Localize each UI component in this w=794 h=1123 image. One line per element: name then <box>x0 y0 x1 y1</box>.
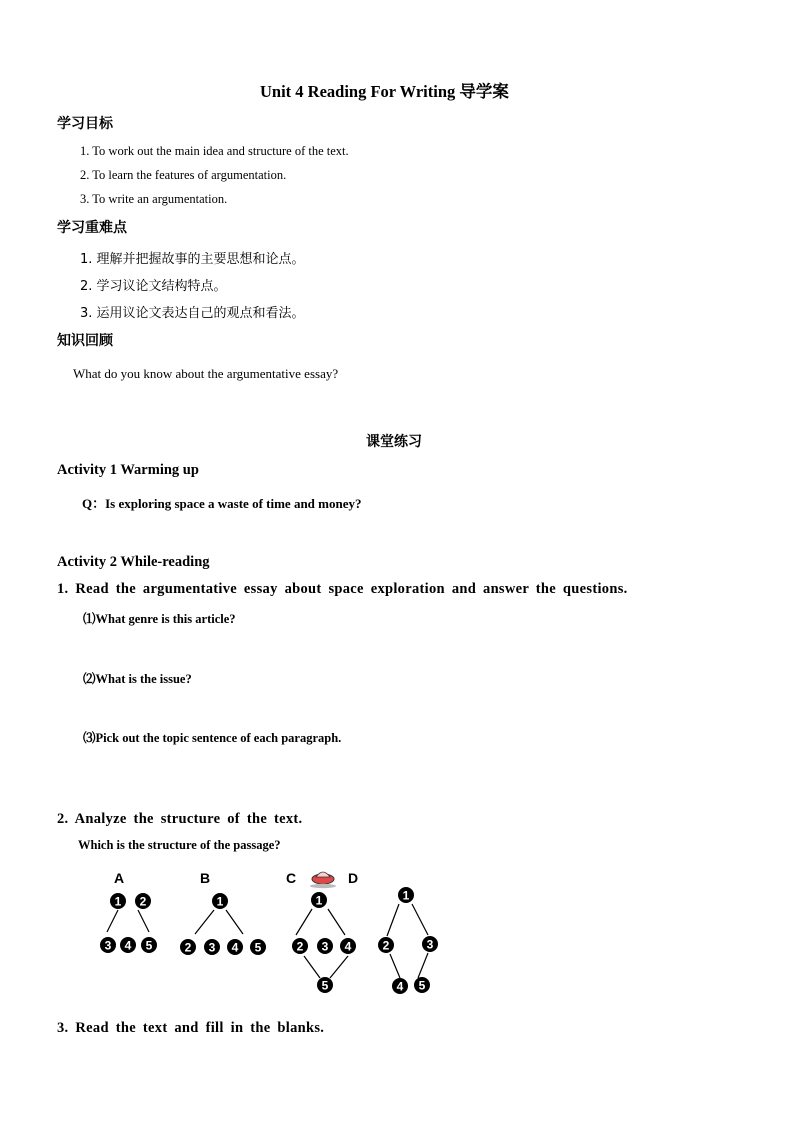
review-heading: 知识回顾 <box>57 333 113 349</box>
node-number: 2 <box>184 940 192 955</box>
task1-question: ⑴What genre is this article? <box>83 612 236 626</box>
node-number: 2 <box>139 894 147 909</box>
diagram-b <box>180 893 266 955</box>
node-number: 5 <box>254 940 262 955</box>
key-point-item: 1. 理解并把握故事的主要思想和论点。 <box>80 252 305 267</box>
diagram-d <box>378 887 438 994</box>
diagram-c <box>292 892 356 993</box>
key-point-item: 2. 学习议论文结构特点。 <box>80 279 227 294</box>
objective-item: 3. To write an argumentation. <box>80 192 228 206</box>
activity2-title: Activity 2 While-reading <box>57 554 210 570</box>
task3-instruction: 3. Read the text and fill in the blanks. <box>57 1020 325 1036</box>
node-number: 1 <box>402 888 410 903</box>
node-number: 3 <box>104 938 112 953</box>
node-number: 5 <box>418 978 426 993</box>
diagram-label-c: C <box>286 870 297 886</box>
review-question: What do you know about the argumentative essay? <box>73 366 339 381</box>
task2-instruction: 2. Analyze the structure of the text. <box>57 811 303 827</box>
page-title: Unit 4 Reading For Writing 导学案 <box>260 82 509 101</box>
node-number: 4 <box>344 939 352 954</box>
node-number: 4 <box>124 938 132 953</box>
key-points-heading: 学习重难点 <box>57 220 127 236</box>
task1-question: ⑶Pick out the topic sentence of each paragraph. <box>83 731 342 745</box>
node-number: 3 <box>321 939 329 954</box>
node-number: 5 <box>145 938 153 953</box>
node-number: 1 <box>216 894 224 909</box>
activity1-question: Q：Is exploring space a waste of time and money? <box>82 496 362 511</box>
activity1-title: Activity 1 Warming up <box>57 462 199 478</box>
diagram-a <box>100 893 157 953</box>
task1-question: ⑵What is the issue? <box>83 672 192 686</box>
node-number: 5 <box>321 978 329 993</box>
diagram-label-a: A <box>114 870 125 886</box>
diagram-label-d: D <box>348 870 359 886</box>
node-number: 3 <box>208 940 216 955</box>
diagram-label-b: B <box>200 870 211 886</box>
key-point-item: 3. 运用议论文表达自己的观点和看法。 <box>80 306 305 321</box>
node-number: 2 <box>296 939 304 954</box>
node-number: 3 <box>426 937 434 952</box>
node-number: 2 <box>382 938 390 953</box>
node-number: 1 <box>315 893 323 908</box>
objective-item: 1. To work out the main idea and structure of the text. <box>80 144 349 158</box>
task2-question: Which is the structure of the passage? <box>78 838 281 852</box>
ufo-icon <box>310 872 336 888</box>
objective-item: 2. To learn the features of argumentation. <box>80 168 287 182</box>
structure-diagrams <box>0 860 794 1010</box>
node-number: 4 <box>231 940 239 955</box>
objectives-heading: 学习目标 <box>57 116 113 132</box>
practice-heading: 课堂练习 <box>366 434 422 450</box>
task1-instruction: 1. Read the argumentative essay about space exploration and answer the questions. <box>57 581 628 597</box>
node-number: 1 <box>114 894 122 909</box>
node-number: 4 <box>396 979 404 994</box>
